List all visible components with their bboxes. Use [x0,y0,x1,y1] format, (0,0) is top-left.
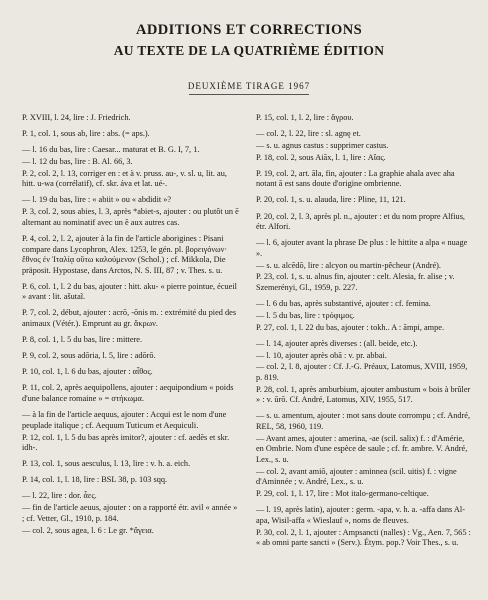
correction-entry: — l. 6 du bas, après substantivé, ajouter : cf. femina. [256,299,431,309]
correction-entry: — Avant ames, ajouter : amerina, -ae (scil. salix) f. : d'Amérie, en Ombrie. Nom d'une espèce de saule ; cf. fr. ambre. V. André, Lex., s. u. [256,433,468,464]
page-title: ADDITIONS ET CORRECTIONS [135,22,363,38]
correction-entry: — fin de l'article aeuus, ajouter : on a rapporté étr. avil « année » ; cf. Vetter, Gl., 1910, p. 184. [22,503,238,523]
correction-entry: P. 14, col. 1, l. 18, lire : BSL 38, p. 103 sqq. [22,475,168,485]
subtitle-underline [189,94,309,95]
correction-entry: — l. 10, ajouter après obā : v. pr. abbai. [256,350,387,360]
correction-entry: — l. 6, ajouter avant la phrase De plus : le hittite a alpa « nuage ». [256,238,468,258]
correction-entry: P. 12, col. 1, l. 5 du bas après imitor?, ajouter : cf. aedēs et skr. idh-. [22,432,230,453]
right-column [256,113,474,554]
correction-entry: P. 23, col. 1, s. u. alnus fin, ajouter : celt. Alesia, fr. alise ; v. Szemerényi, Gl., 1959, p. 227. [256,272,455,292]
correction-entry: — l. 14, ajouter après diverses : (all. beide, etc.). [256,338,418,348]
correction-entry: — l. 19 du bas, lire : « abiit » ou « abdidit »? [22,195,172,205]
correction-entry: — col. 2, sous agea, l. 6 : Le gr. *ἄγεια. [22,525,154,535]
correction-entry: P. 29, col. 1, l. 17, lire : Mot italo-germano-celtique. [256,489,429,499]
correction-entry: — col. 2, avant amiō, ajouter : aminnea (scil. uitis) f. : vigne d'Aminnée ; v. André, Lex., s. u. [256,466,457,487]
correction-entry: — l. 12 du bas, lire : B. Al. 66, 3. [22,156,133,166]
correction-entry: P. 18, col. 2, sous Aiāx, l. 1, lire : Αἴας. [256,152,386,162]
correction-entry: — col. 2, l. 8, ajouter : Cf. J.-G. Préaux, Latomus, XVIII, 1959, p. 819. [256,362,468,382]
correction-entry: P. 1, col. 1, sous ab, lire : abs. (= aps.). [22,129,150,139]
correction-entry: P. 9, col. 2, sous adōria, l. 5, lire : adōrō. [22,351,156,361]
correction-entry: P. 2, col. 2, l. 13, corriger en : et à v. pruss. au-, v. sl. u, lit. au, hitt. u-wa (corrélatif), cf. skr. áva et lat. ué-. [22,168,227,189]
correction-entry: P. 20, col. 2, l. 3, après pl. n., ajouter : et du nom propre Alfius, étr. Alfori. [256,211,466,232]
correction-entry: P. 8, col. 1, l. 5 du bas, lire : mittere. [22,335,143,345]
correction-entry: P. 30, col. 2, l. 1, ajouter : Ampsancti (nalles) : Vg., Aen. 7, 565 : « ab omni parte sancti » (Serv.). Étym. pop.? Voir Thes., s. u. [256,527,471,548]
correction-entry: — à la fin de l'article aequus, ajouter : Acqui est le nom d'une peuplade italique ; cf. Aequum Tuticum et Aequiculi. [22,410,227,430]
two-column-body [22,113,476,554]
page-subtitle: DEUXIÈME TIRAGE 1967 [187,81,311,91]
correction-entry: P. 4, col. 2, l. 2, ajouter à la fin de l'article aborigines : Pisani compare dans Lycophron, Alex. 1253, le gén. pl. βορειγόνων· ἔθνος ἐν Ἰταλίᾳ οὕτω καλούμενον (Schol.) ; cf. Mikkola, Die präposit. Hypostase, dans Arctos, N. S. III, 87 ; v. Thes. s. u. [22,233,228,275]
correction-entry: P. 3, col. 2, sous abies, l. 3, après *abiet-s, ajouter : ou plutôt un ē alternant au nominatif avec un ĕ aux autres cas. [22,207,239,227]
correction-entry: P. 19, col. 2, art. āla, fin, ajouter : La graphie ahala avec aha notant ā est sans doute d'origine ombrienne. [256,168,455,189]
correction-entry: P. 27, col. 1, l. 22 du bas, ajouter : tokh.. A : āmpi, ampe. [256,322,445,332]
correction-entry: P. 20, col. 1, s. u. alauda, lire : Pline, 11, 121. [256,195,406,205]
correction-entry: — col. 2, l. 22, lire : sl. agnę et. [256,129,361,139]
correction-entry: — s. u. alcēdō, lire : alcyon ou martin-pêcheur (André). [256,260,441,270]
correction-entry: P. 15, col. 1, l. 2, lire : ἄγρου. [256,113,354,122]
correction-entry: P. 28, col. 1, après amburbium, ajouter ambustum « bois à brûler » : v. ūrō. Cf. André, Latomus, XIV, 1955, 517. [256,384,471,405]
correction-entry: — l. 16 du bas, lire : Caesar... maturat et B. G. I, 7, 1. [22,145,200,155]
correction-entry: P. 10, col. 1, l. 6 du bas, ajouter : αἶθος. [22,367,153,377]
correction-entry: — l. 5 du bas, lire : τρόφιμος. [256,310,355,320]
correction-entry: — s. u. agnus castus : supprimer castus. [256,140,389,150]
correction-entry: — s. u. amentum, ajouter : mot sans doute corrompu ; cf. André, REL, 58, 1960, 119. [256,411,471,431]
page-title-line-2: AU TEXTE DE LA QUATRIÈME ÉDITION [113,43,385,58]
correction-entry: — l. 19, après latin), ajouter : germ. -apa, v. h. a. -affa dans Al-apa, Wisil-affa « Wieslauf », noms de fleuves. [256,505,465,525]
correction-entry: — l. 22, lire : dor. ἆες. [22,491,97,501]
correction-entry: P. 11, col. 2, après aequipollens, ajouter : aequipondium « poids d'une balance romaine » = στήκωμα. [22,383,234,404]
correction-entry: P. 6, col. 1, l. 2 du bas, ajouter : hitt. aku- « pierre pointue, écueil » avant : lit. ašutaĩ. [22,281,237,302]
left-column [22,113,240,554]
correction-entry: P. 7, col. 2, début, ajouter : acrō, -ōnis m. : extrémité du pied des animaux (Vétér.). Emprunt au gr. ἄκρων. [22,308,237,329]
correction-entry: P. XVIII, l. 24, lire : J. Friedrich. [22,113,131,122]
correction-entry: P. 13, col. 1, sous aesculus, l. 13, lire : v. h. a. eich. [22,459,191,469]
